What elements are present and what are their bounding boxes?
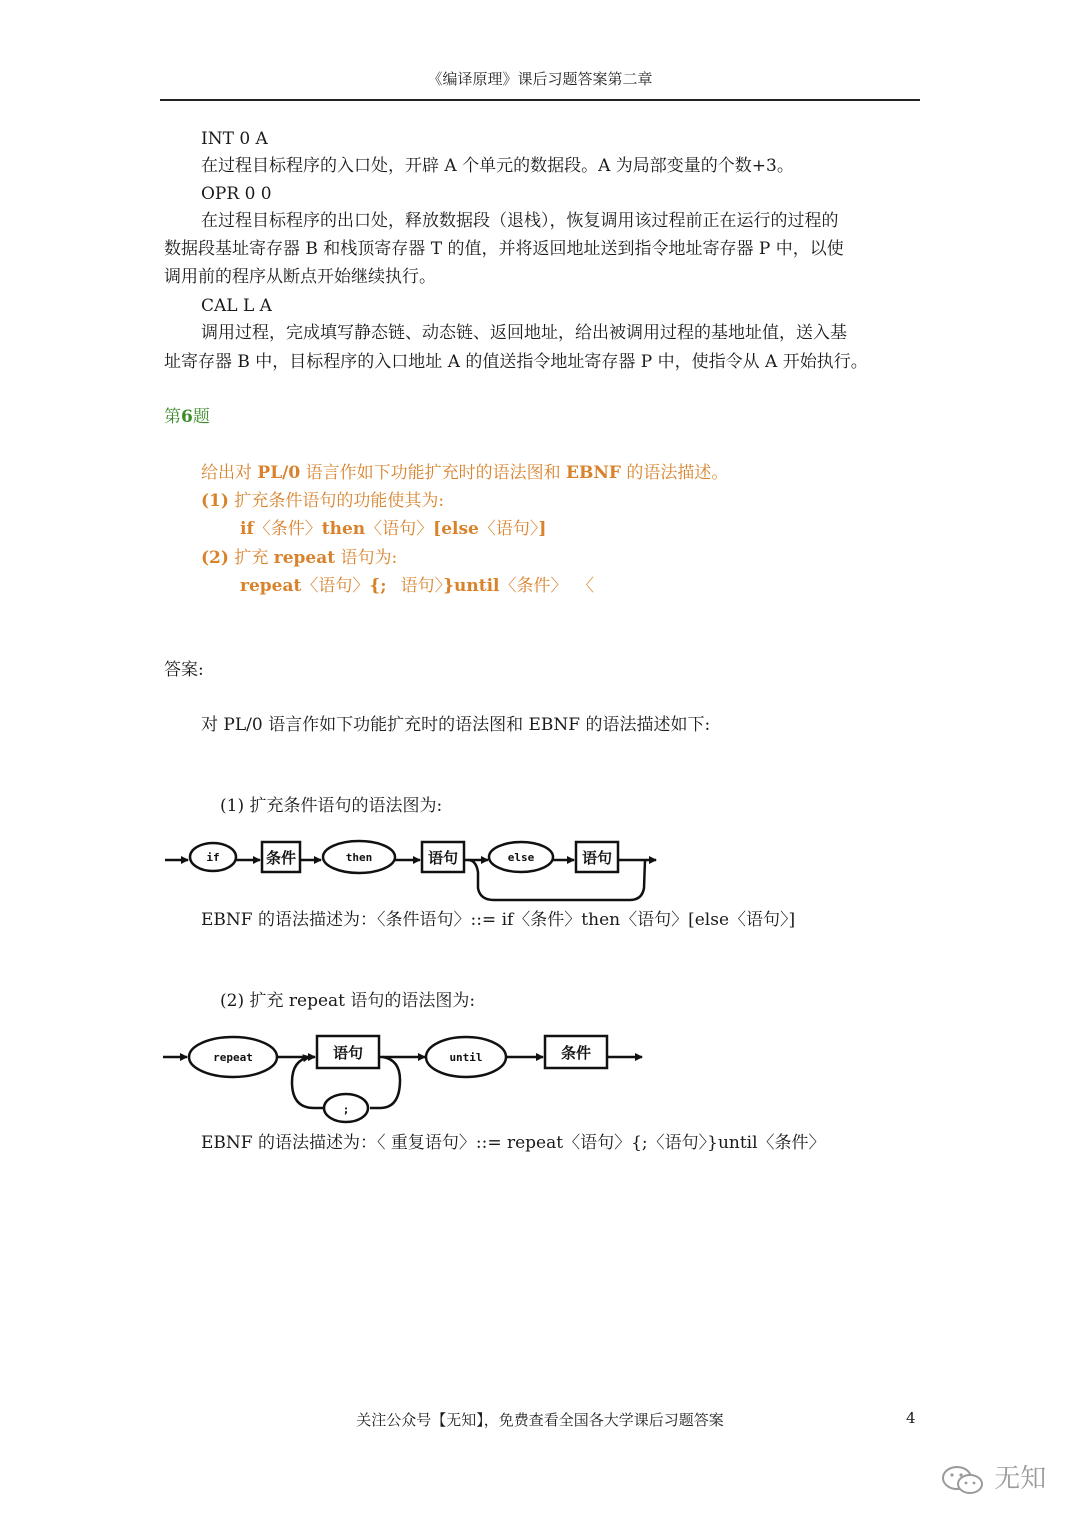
answer-part2-ebnf: EBNF 的语法描述为：〈 重复语句〉::= repeat〈语句〉{;〈语句〉}until〈条件〉 [201,1133,826,1153]
question-item-2-form: repeat〈语句〉{; 语句〉}until〈条件〉 〈 [240,576,594,596]
d2-semi-label: ; [342,1103,350,1116]
d2-cond-label: 条件 [560,1044,592,1062]
instr-cal-code: CAL L A [201,296,272,316]
answer-part1-title: (1) 扩充条件语句的语法图为: [220,796,443,816]
d2-loop-right [370,1057,400,1108]
instr-opr-desc-2: 数据段基址寄存器 B 和栈顶寄存器 T 的值，并将返回地址送到指令地址寄存器 P 中，以使 [164,239,844,259]
watermark [940,1458,1046,1496]
d2-until-label: until [449,1051,483,1064]
wechat-icon [940,1464,986,1496]
question-title: 第6题 [164,407,210,427]
answer-part2-title: (2) 扩充 repeat 语句的语法图为: [220,991,476,1011]
d2-loop-left [292,1057,324,1108]
page-number: 4 [906,1409,916,1427]
d1-else-label: else [507,851,535,864]
d1-if-label: if [206,851,220,864]
page-footer: 关注公众号【无知】，免费查看全国各大学课后习题答案 [356,1411,724,1429]
question-item-1: (1) 扩充条件语句的功能使其为: [201,491,445,511]
answer-intro: 对 PL/0 语言作如下功能扩充时的语法图和 EBNF 的语法描述如下: [201,715,711,735]
d2-stmt-label: 语句 [332,1044,364,1062]
page-header: 《编译原理》课后习题答案第二章 [427,70,653,88]
instr-cal-desc-1: 调用过程，完成填写静态链、动态链、返回地址，给出被调用过程的基地址值，送入基 [201,323,847,343]
instr-int-desc: 在过程目标程序的入口处，开辟 A 个单元的数据段。A 为局部变量的个数+3。 [201,156,794,176]
d1-stmt2-label: 语句 [581,849,613,867]
instr-opr-desc-3: 调用前的程序从断点开始继续执行。 [164,267,436,287]
answer-label: 答案: [164,660,204,680]
watermark-text: 无知 [994,1464,1047,1494]
d1-cond-label: 条件 [265,849,297,867]
d2-repeat-label: repeat [213,1051,253,1064]
d1-then-label: then [345,851,373,864]
instr-cal-desc-2: 址寄存器 B 中，目标程序的入口地址 A 的值送指令地址寄存器 P 中，使指令从 A 开始执行。 [164,352,868,372]
question-item-1-form: if〈条件〉then〈语句〉[else〈语句〉] [240,519,547,539]
instr-int-code: INT 0 A [201,129,268,149]
question-item-2: (2) 扩充 repeat 语句为: [201,548,398,568]
instr-opr-code: OPR 0 0 [201,184,272,204]
instr-opr-desc-1: 在过程目标程序的出口处，释放数据段（退栈），恢复调用该过程前正在运行的过程的 [201,211,839,231]
diagram-repeat-labels [213,1044,591,1116]
d1-stmt1-label: 语句 [427,849,459,867]
answer-part1-ebnf: EBNF 的语法描述为：〈条件语句〉::= if〈条件〉then〈语句〉[else〈语句〉] [201,910,796,930]
question-prompt: 给出对 PL/0 语言作如下功能扩充时的语法图和 EBNF 的语法描述。 [201,463,729,483]
